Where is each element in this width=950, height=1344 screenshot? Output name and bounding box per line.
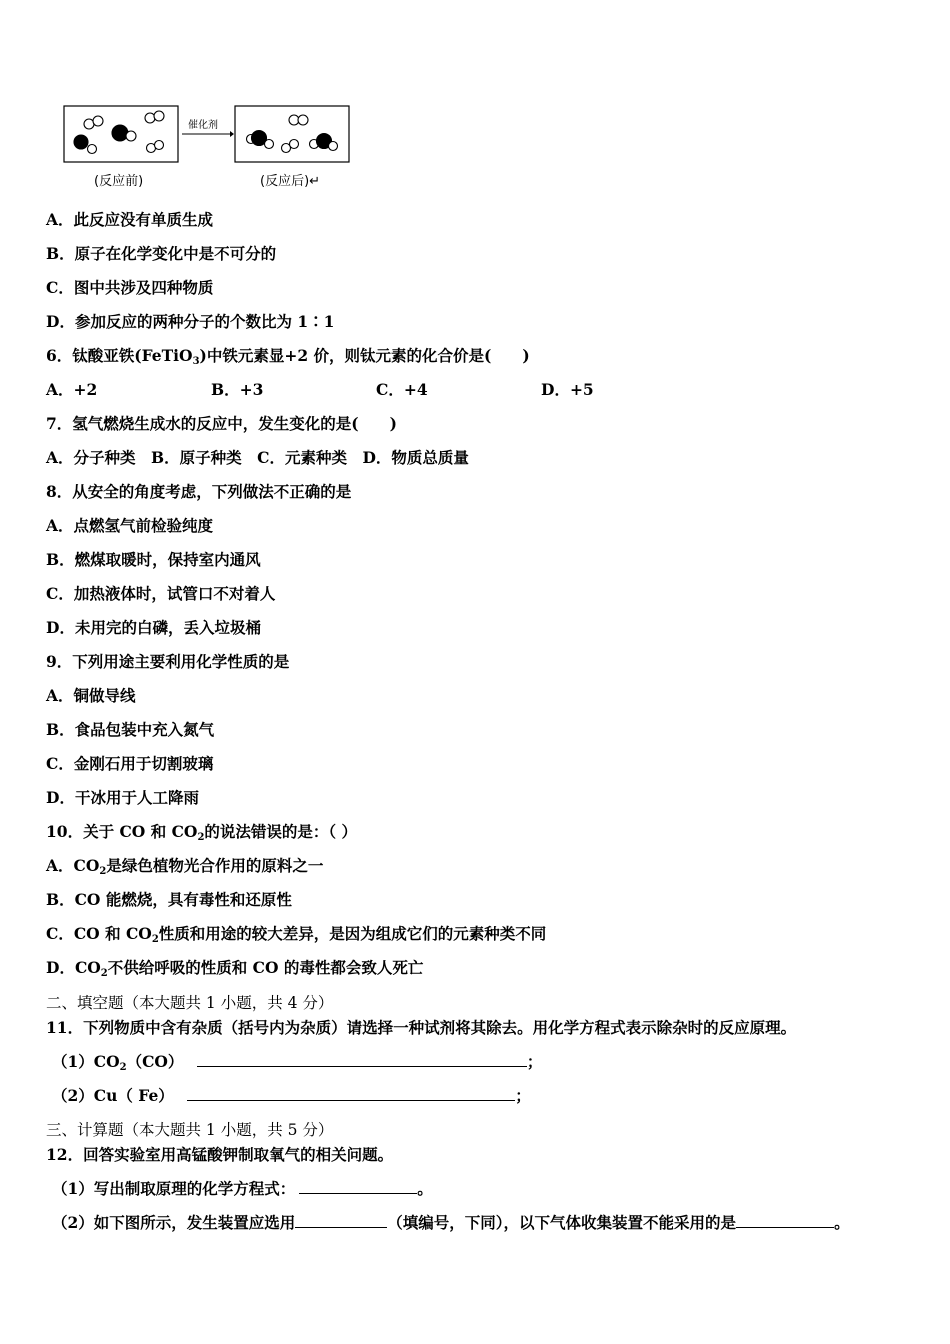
q11-item2 <box>52 1086 531 1106</box>
q6-stem-b: )中铁元素显+2 价，则钛元素的化合价是( ) <box>199 346 530 365</box>
q6-option-a: A．+2 <box>46 380 98 399</box>
q8-option-b: B．燃煤取暖时，保持室内通风 <box>46 550 261 569</box>
q10-option-a-text: A．CO <box>46 856 100 875</box>
q7-options: A．分子种类 B．原子种类 C．元素种类 D．物质总质量 <box>46 448 469 467</box>
q12-stem: 12．回答实验室用高锰酸钾制取氧气的相关问题。 <box>46 1145 394 1164</box>
q10-stem-b: 的说法错误的是：（ ） <box>204 822 358 841</box>
q10-option-d-sub: 2 <box>100 968 108 979</box>
q10-stem-sub: 2 <box>197 832 205 843</box>
section2-title: 二、填空题（本大题共 1 小题，共 4 分） <box>46 994 334 1012</box>
section3-title: 三、计算题（本大题共 1 小题，共 5 分） <box>46 1121 334 1139</box>
q10-option-b: B．CO 能燃烧，具有毒性和还原性 <box>46 890 292 909</box>
reaction-diagram <box>62 104 362 194</box>
q5-option-d: D．参加反应的两种分子的个数比为 1∶1 <box>46 312 335 331</box>
q11-stem: 11．下列物质中含有杂质（括号内为杂质）请选择一种试剂将其除去。用化学方程式表示除杂时的反应原理。 <box>46 1018 797 1037</box>
q10-option-d-rest: 不供给呼吸的性质和 CO 的毒性都会致人死亡 <box>107 958 424 977</box>
q12-item2 <box>52 1213 850 1233</box>
q6-option-b: B．+3 <box>211 380 264 399</box>
q8-option-a: A．点燃氢气前检验纯度 <box>46 516 214 535</box>
after-molecules <box>247 115 338 153</box>
q12-item1-a: （1）写出制取原理的化学方程式： <box>52 1179 296 1198</box>
after-label: (反应后)↵ <box>260 174 321 189</box>
q6-stem-sub: 3 <box>192 356 200 367</box>
q9-stem: 9．下列用途主要利用化学性质的是 <box>46 652 290 671</box>
q10-option-d-text: D．CO <box>46 958 101 977</box>
q5-option-a: A．此反应没有单质生成 <box>46 210 214 229</box>
before-label: (反应前) <box>94 174 144 189</box>
q12-item2-blank-1[interactable] <box>295 1213 387 1228</box>
q10-option-c <box>46 924 546 950</box>
q10-option-c-rest: 性质和用途的较大差异，是因为组成它们的元素种类不同 <box>158 924 547 943</box>
q5-option-b: B．原子在化学变化中是不可分的 <box>46 244 277 263</box>
q9-option-d: D．干冰用于人工降雨 <box>46 788 199 807</box>
q10-option-a <box>46 856 323 882</box>
q6-stem <box>46 346 530 372</box>
q11-item1-blank[interactable] <box>197 1052 527 1067</box>
q10-option-c-text: C．CO 和 CO <box>46 924 152 943</box>
q12-item1 <box>52 1179 433 1199</box>
q11-item1 <box>52 1052 542 1078</box>
q8-stem: 8．从安全的角度考虑，下列做法不正确的是 <box>46 482 352 501</box>
q10-option-a-sub: 2 <box>99 866 107 877</box>
q5-option-c: C．图中共涉及四种物质 <box>46 278 214 297</box>
q6-option-c: C．+4 <box>376 380 428 399</box>
before-molecules <box>74 111 164 154</box>
q6-stem-a: 6．钛酸亚铁(FeTiO <box>46 346 193 365</box>
q8-option-c: C．加热液体时，试管口不对着人 <box>46 584 276 603</box>
q9-option-a: A．铜做导线 <box>46 686 136 705</box>
q10-stem <box>46 822 357 848</box>
q11-item2-blank[interactable] <box>187 1086 515 1101</box>
q10-option-d <box>46 958 423 984</box>
q7-stem: 7．氢气燃烧生成水的反应中，发生变化的是( ) <box>46 414 397 433</box>
q12-item2-end: 。 <box>834 1213 850 1232</box>
q11-item2-end: ； <box>515 1086 531 1105</box>
q12-item1-end: 。 <box>417 1179 433 1198</box>
q11-item2-a: （2）Cu（ Fe） <box>52 1086 174 1105</box>
q10-option-a-rest: 是绿色植物光合作用的原料之一 <box>106 856 324 875</box>
q10-stem-a: 10．关于 CO 和 CO <box>46 822 198 841</box>
q10-option-c-sub: 2 <box>151 934 159 945</box>
reaction-arrowhead <box>230 131 234 137</box>
q12-item2-blank-2[interactable] <box>736 1213 834 1228</box>
q11-item1-sub: 2 <box>119 1062 127 1073</box>
q6-option-d: D．+5 <box>541 380 594 399</box>
q11-item1-end: ； <box>526 1052 543 1071</box>
q11-item1-b: （CO） <box>126 1052 184 1071</box>
q9-option-c: C．金刚石用于切割玻璃 <box>46 754 214 773</box>
q12-item2-a: （2）如下图所示，发生装置应选用 <box>52 1213 296 1232</box>
q6-options <box>46 380 594 400</box>
q12-item2-b: （填编号，下同），以下气体收集装置不能采用的是 <box>387 1213 737 1232</box>
catalyst-label: 催化剂 <box>188 120 218 131</box>
q12-item1-blank[interactable] <box>299 1179 417 1194</box>
q9-option-b: B．食品包装中充入氮气 <box>46 720 215 739</box>
q11-item1-a: （1）CO <box>52 1052 120 1071</box>
q8-option-d: D．未用完的白磷，丢入垃圾桶 <box>46 618 261 637</box>
